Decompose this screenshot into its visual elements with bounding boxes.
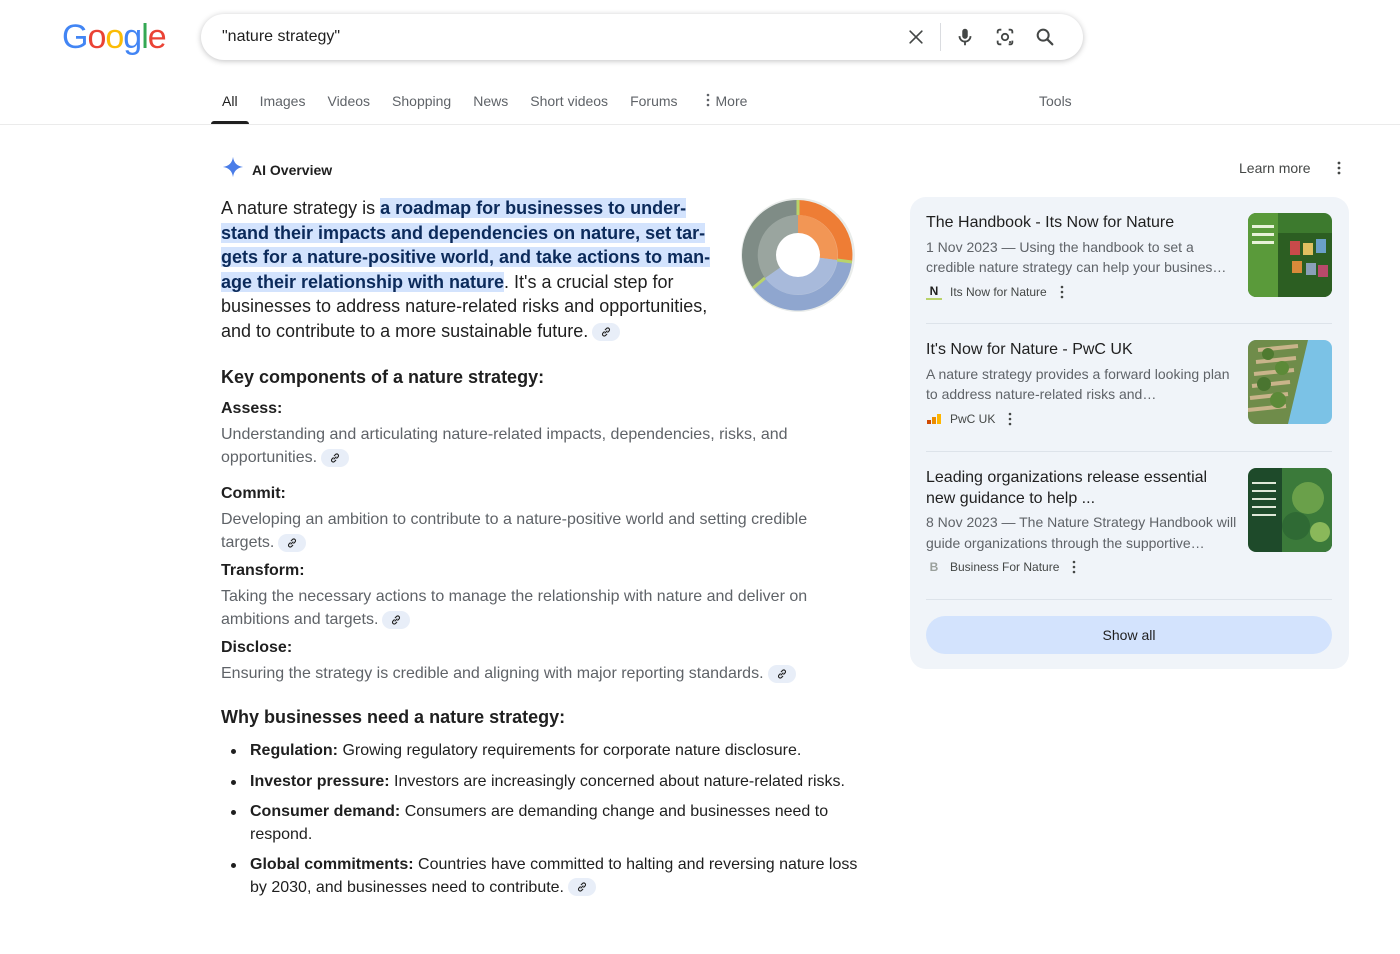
search-icon[interactable] bbox=[1025, 14, 1065, 60]
reason-text: Growing regulatory requirements for corporate nature disclosure. bbox=[338, 742, 802, 759]
logo-letter: e bbox=[147, 18, 166, 56]
search-box[interactable] bbox=[201, 14, 1083, 60]
why-heading: Why businesses need a nature strategy: bbox=[221, 707, 566, 727]
component-title: Assess: bbox=[221, 400, 283, 417]
component-item bbox=[221, 639, 861, 685]
source-thumbnail[interactable] bbox=[1248, 213, 1332, 297]
reason-label: Consumer demand: bbox=[250, 803, 401, 820]
component-item bbox=[221, 400, 861, 469]
tab-news[interactable]: News bbox=[473, 93, 509, 109]
intro-highlight[interactable]: a roadmap for businesses to understand their impacts and dependencies on nature, set targets for a nature-positive world, and take actions to manage their relationship with nature bbox=[221, 198, 711, 292]
ai-overview-header bbox=[222, 156, 332, 183]
search-input[interactable]: "nature strategy" bbox=[222, 28, 341, 45]
component-desc-text: Taking the necessary actions to manage the relationship with nature and deliver on ambitions and targets. bbox=[221, 588, 808, 628]
tab-shopping[interactable]: Shopping bbox=[392, 93, 452, 109]
show-all-button[interactable]: Show all bbox=[926, 616, 1332, 654]
more-options-icon[interactable] bbox=[1003, 411, 1017, 427]
component-desc bbox=[221, 585, 861, 631]
source-name: Business For Nature bbox=[950, 560, 1060, 574]
ai-overview-title: AI Overview bbox=[252, 161, 333, 178]
component-desc bbox=[221, 508, 861, 554]
reason-label: Global commitments: bbox=[250, 856, 414, 873]
source-thumbnail[interactable] bbox=[1248, 468, 1332, 552]
reason-label: Investor pressure: bbox=[250, 772, 390, 790]
tab-more-label: More bbox=[715, 93, 748, 109]
citation-link-icon[interactable] bbox=[278, 534, 306, 552]
component-title: Disclose: bbox=[221, 639, 293, 656]
sources-panel bbox=[910, 197, 1349, 669]
source-snippet: A nature strategy provides a forward looking plan to address nature-related risks and… bbox=[926, 365, 1230, 402]
intro-prefix: A nature strategy is bbox=[221, 198, 381, 218]
component-desc-text: Ensuring the strategy is credible and aligning with major reporting standards. bbox=[221, 665, 764, 682]
microphone-icon[interactable] bbox=[945, 14, 985, 60]
logo-letter: o bbox=[87, 18, 106, 56]
lens-icon[interactable] bbox=[985, 14, 1025, 60]
component-desc bbox=[221, 423, 861, 469]
google-logo[interactable] bbox=[62, 18, 166, 57]
source-card[interactable] bbox=[926, 213, 1332, 300]
source-favicon: N bbox=[926, 284, 942, 300]
ai-intro-paragraph bbox=[221, 196, 721, 343]
component-item bbox=[221, 485, 861, 554]
list-item bbox=[221, 771, 861, 794]
citation-link-icon[interactable] bbox=[382, 611, 410, 629]
source-card[interactable] bbox=[926, 468, 1332, 575]
source-title[interactable]: Leading organizations release essential new guidance to help ... bbox=[926, 469, 1208, 507]
tab-forums[interactable]: Forums bbox=[630, 93, 678, 109]
logo-letter: o bbox=[105, 18, 124, 56]
component-desc bbox=[221, 662, 861, 685]
tab-short-videos[interactable]: Short videos bbox=[530, 93, 609, 109]
card-divider bbox=[926, 323, 1332, 324]
tab-all[interactable]: All bbox=[211, 86, 249, 124]
vertical-dots-icon bbox=[706, 93, 710, 124]
logo-letter: g bbox=[123, 18, 142, 56]
reason-text: Investors are increasingly concerned about nature-related risks. bbox=[389, 772, 845, 790]
key-components-heading: Key components of a nature strategy: bbox=[221, 367, 545, 387]
card-divider bbox=[926, 599, 1332, 600]
pwc-favicon bbox=[926, 411, 942, 427]
ai-overview-content bbox=[221, 196, 861, 907]
logo-letter: l bbox=[141, 18, 148, 56]
citation-link-icon[interactable] bbox=[321, 449, 349, 467]
component-item bbox=[221, 562, 861, 631]
tab-videos[interactable]: Videos bbox=[327, 93, 371, 109]
nature-strategy-wheel-image[interactable] bbox=[739, 196, 857, 314]
source-name: PwC UK bbox=[950, 411, 996, 426]
list-item bbox=[221, 801, 861, 846]
tools-button[interactable]: Tools bbox=[1039, 93, 1072, 109]
close-icon[interactable] bbox=[896, 14, 936, 60]
card-divider bbox=[926, 451, 1332, 452]
reason-label: Regulation: bbox=[250, 742, 338, 759]
list-item bbox=[221, 740, 861, 763]
source-favicon: B bbox=[929, 560, 939, 574]
tab-images[interactable]: Images bbox=[259, 93, 306, 109]
component-title: Transform: bbox=[221, 562, 305, 579]
component-title: Commit: bbox=[221, 485, 286, 502]
source-name: Its Now for Nature bbox=[950, 284, 1047, 299]
header-divider bbox=[0, 124, 1400, 125]
reasons-list bbox=[221, 740, 861, 899]
more-options-icon[interactable] bbox=[1067, 559, 1081, 575]
citation-link-icon[interactable] bbox=[592, 323, 620, 341]
learn-more-link[interactable]: Learn more bbox=[1239, 160, 1311, 176]
intro-suffix: . It's a crucial step for businesses to address nature-related risks and opportunities, and to contribute to a more sustainable future. bbox=[221, 271, 708, 341]
citation-link-icon[interactable] bbox=[568, 878, 596, 896]
component-desc-text: Developing an ambition to contribute to a nature-positive world and setting credible targets. bbox=[221, 511, 808, 551]
search-tabs bbox=[211, 86, 758, 124]
reason-text: Consumers are demanding change and businesses need to respond. bbox=[250, 803, 829, 843]
list-item bbox=[221, 854, 861, 899]
search-divider bbox=[940, 23, 941, 51]
source-snippet: 1 Nov 2023 — Using the handbook to set a credible nature strategy can help your busines… bbox=[926, 238, 1227, 275]
more-options-icon[interactable] bbox=[1330, 158, 1348, 178]
source-title[interactable]: The Handbook - Its Now for Nature bbox=[926, 214, 1175, 231]
component-desc-text: Understanding and articulating nature-related impacts, dependencies, risks, and opportunities. bbox=[221, 426, 788, 466]
tab-more[interactable] bbox=[695, 86, 759, 124]
sparkle-icon bbox=[222, 156, 244, 183]
reason-text: Countries have committed to halting and reversing nature loss by 2030, and businesses need to contribute. bbox=[250, 856, 858, 896]
source-thumbnail[interactable] bbox=[1248, 340, 1332, 424]
logo-letter: G bbox=[62, 18, 88, 56]
citation-link-icon[interactable] bbox=[768, 665, 796, 683]
source-title[interactable]: It's Now for Nature - PwC UK bbox=[926, 341, 1133, 358]
source-snippet: 8 Nov 2023 — The Nature Strategy Handbook will guide organizations through the supportive… bbox=[926, 514, 1237, 551]
source-meta bbox=[926, 559, 1332, 575]
more-options-icon[interactable] bbox=[1055, 284, 1069, 300]
source-card[interactable] bbox=[926, 340, 1332, 427]
